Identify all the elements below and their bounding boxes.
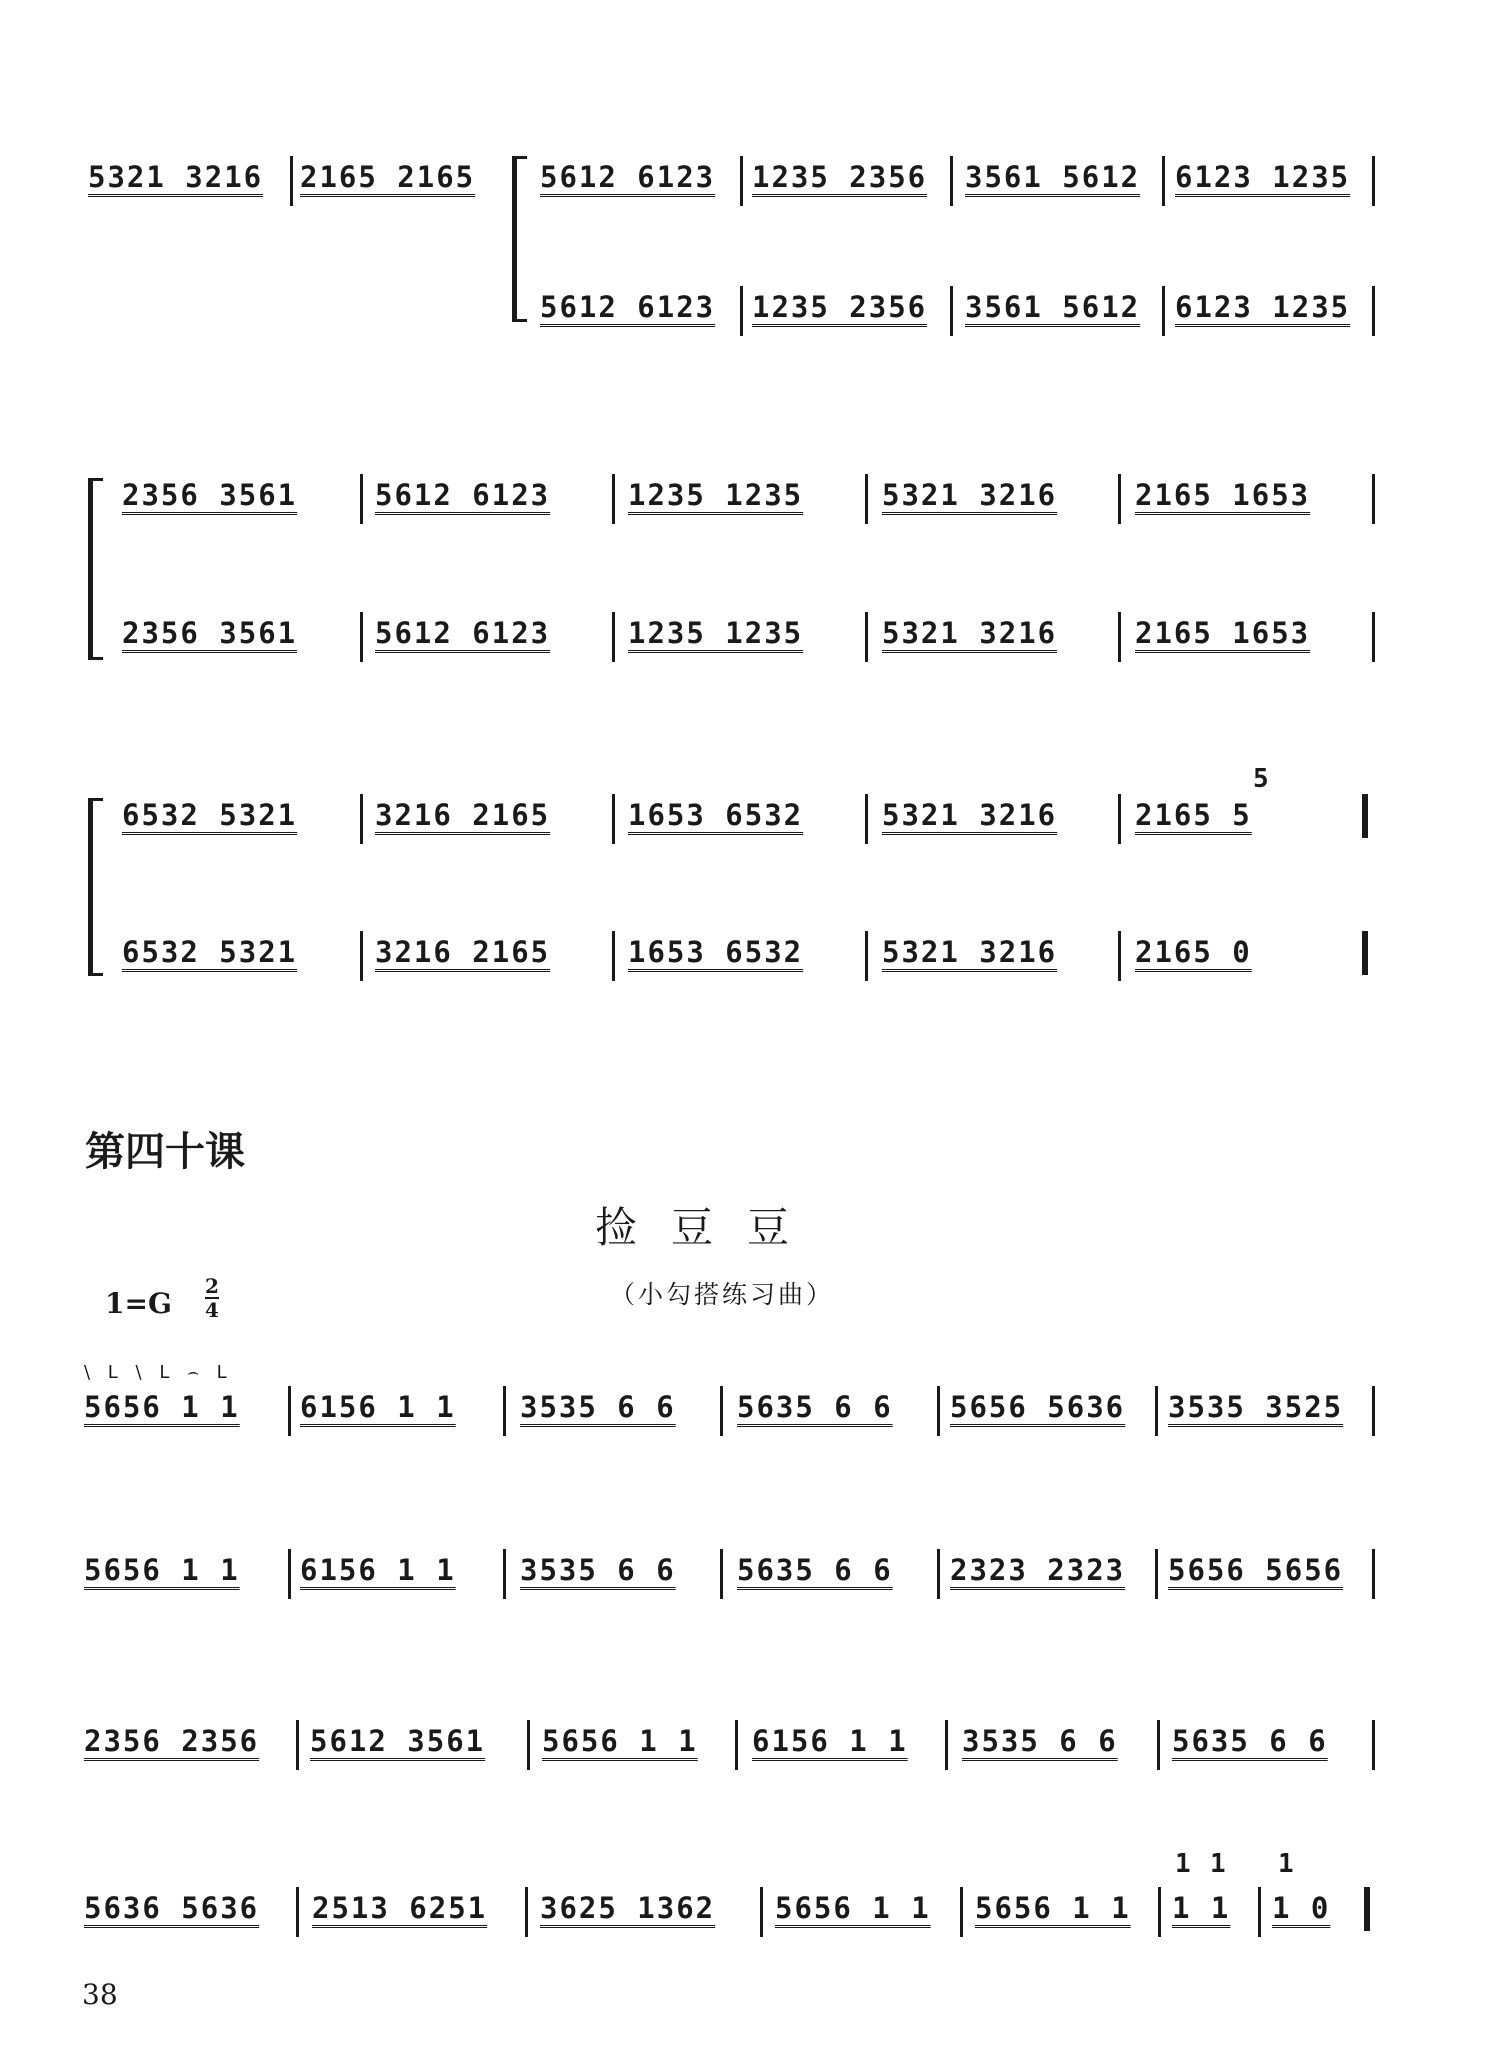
song-row-4 [0,1849,1500,1933]
measure: 6532 5321 [122,935,298,969]
barline [612,612,615,662]
stacked-note: 1 [1278,1849,1294,1879]
barline [503,1549,506,1599]
barline [960,1887,963,1937]
measure: 5635 6 6 [1172,1724,1328,1758]
barline [720,1386,723,1436]
measure: 5321 3216 [882,478,1058,512]
barline [1372,286,1375,336]
time-denominator: 4 [205,1298,219,1322]
measure: 1235 1235 [628,478,804,512]
barline [288,1549,291,1599]
system-3-upper [0,764,1500,840]
time-signature [205,1275,219,1321]
song-row-3 [0,1726,1500,1766]
measure: 3216 2165 [375,935,551,969]
measure: 2356 3561 [122,478,298,512]
barline [740,286,743,336]
measure: 5321 3216 [882,798,1058,832]
measure: 1235 2356 [752,160,928,194]
lesson-title: 第四十课 [85,1128,245,1175]
measure: 5321 3216 [88,160,264,194]
measure: 6156 1 1 [752,1724,908,1758]
barline [1155,1549,1158,1599]
final-barline [1364,1887,1370,1931]
barline [360,474,363,524]
measure: 2356 3561 [122,616,298,650]
barline [937,1549,940,1599]
measure: 1 1 [1172,1891,1231,1925]
barline [1372,474,1375,524]
barline [735,1720,738,1770]
barline [288,1386,291,1436]
measure: 1235 1235 [628,616,804,650]
measure: 3535 6 6 [520,1553,676,1587]
measure: 5656 1 1 [542,1724,698,1758]
key-signature: 1=G [105,1287,172,1320]
measure: 6123 1235 [1175,290,1351,324]
song-subtitle: （小勾搭练习曲） [610,1280,835,1309]
barline [720,1549,723,1599]
stacked-note: 1 [1210,1849,1226,1879]
measure: 5656 1 1 [84,1553,240,1587]
measure: 3535 3525 [1168,1390,1344,1424]
measure: 2513 6251 [312,1891,488,1925]
barline [612,931,615,981]
measure: 3216 2165 [375,798,551,832]
measure: 3535 6 6 [962,1724,1118,1758]
barline [612,794,615,844]
measure: 2323 2323 [950,1553,1126,1587]
barline [1158,1887,1161,1937]
barline [360,794,363,844]
system-2-upper [0,480,1500,520]
system-1-lower [0,292,1500,332]
barline [612,474,615,524]
barline [1372,1386,1375,1436]
measure: 5612 6123 [540,160,716,194]
measure: 1 0 [1272,1891,1331,1925]
barline [1372,156,1375,206]
measure: 6156 1 1 [300,1553,456,1587]
measure: 5612 6123 [375,616,551,650]
barline [950,156,953,206]
barline [760,1887,763,1937]
measure: 5656 1 1 [975,1891,1131,1925]
song-row-2 [0,1555,1500,1595]
measure: 2165 2165 [300,160,476,194]
measure: 2165 5 [1135,798,1252,832]
measure: 3535 6 6 [520,1390,676,1424]
measure: 6123 1235 [1175,160,1351,194]
barline [865,931,868,981]
barline [503,1386,506,1436]
measure: 5321 3216 [882,935,1058,969]
stacked-note: 1 [1175,1849,1191,1879]
barline [525,1887,528,1937]
barline [1118,474,1121,524]
fingering-marks: \ L \ L ⌢ L [84,1362,233,1383]
measure: 5612 3561 [310,1724,486,1758]
barline [865,794,868,844]
barline [296,1887,299,1937]
measure: 5636 5636 [84,1891,260,1925]
barline [1162,156,1165,206]
measure: 2165 1653 [1135,616,1311,650]
measure: 5635 6 6 [737,1390,893,1424]
measure: 2165 1653 [1135,478,1311,512]
barline [296,1720,299,1770]
barline [865,612,868,662]
song-title: 捡豆豆 [595,1203,824,1252]
measure: 5656 5656 [1168,1553,1344,1587]
measure: 5656 5636 [950,1390,1126,1424]
final-barline [1362,931,1368,975]
barline [290,156,293,206]
barline [1258,1887,1261,1937]
measure: 6156 1 1 [300,1390,456,1424]
system-1-upper [0,162,1500,202]
measure: 1653 6532 [628,935,804,969]
barline [937,1386,940,1436]
barline [1372,1720,1375,1770]
stacked-note: 5 [1253,764,1269,794]
measure: 5656 1 1 [84,1390,240,1424]
system-3-lower [0,937,1500,977]
barline [740,156,743,206]
barline [527,1720,530,1770]
barline [1118,931,1121,981]
barline [360,931,363,981]
time-numerator: 2 [205,1274,219,1298]
barline [1162,286,1165,336]
barline [1118,794,1121,844]
barline [1157,1720,1160,1770]
measure: 1235 2356 [752,290,928,324]
barline [945,1720,948,1770]
barline [1118,612,1121,662]
measure: 3561 5612 [965,160,1141,194]
system-2-lower [0,618,1500,658]
measure: 2165 0 [1135,935,1252,969]
measure: 6532 5321 [122,798,298,832]
measure: 2356 2356 [84,1724,260,1758]
measure: 5635 6 6 [737,1553,893,1587]
barline [360,612,363,662]
measure: 5612 6123 [540,290,716,324]
page-number: 38 [82,1978,118,2011]
measure: 5656 1 1 [775,1891,931,1925]
measure: 3625 1362 [540,1891,716,1925]
barline [1155,1386,1158,1436]
measure: 5321 3216 [882,616,1058,650]
measure: 3561 5612 [965,290,1141,324]
barline [1372,612,1375,662]
final-barline [1362,794,1368,838]
song-row-1 [0,1392,1500,1432]
measure: 5612 6123 [375,478,551,512]
barline [865,474,868,524]
barline [950,286,953,336]
barline [1372,1549,1375,1599]
measure: 1653 6532 [628,798,804,832]
